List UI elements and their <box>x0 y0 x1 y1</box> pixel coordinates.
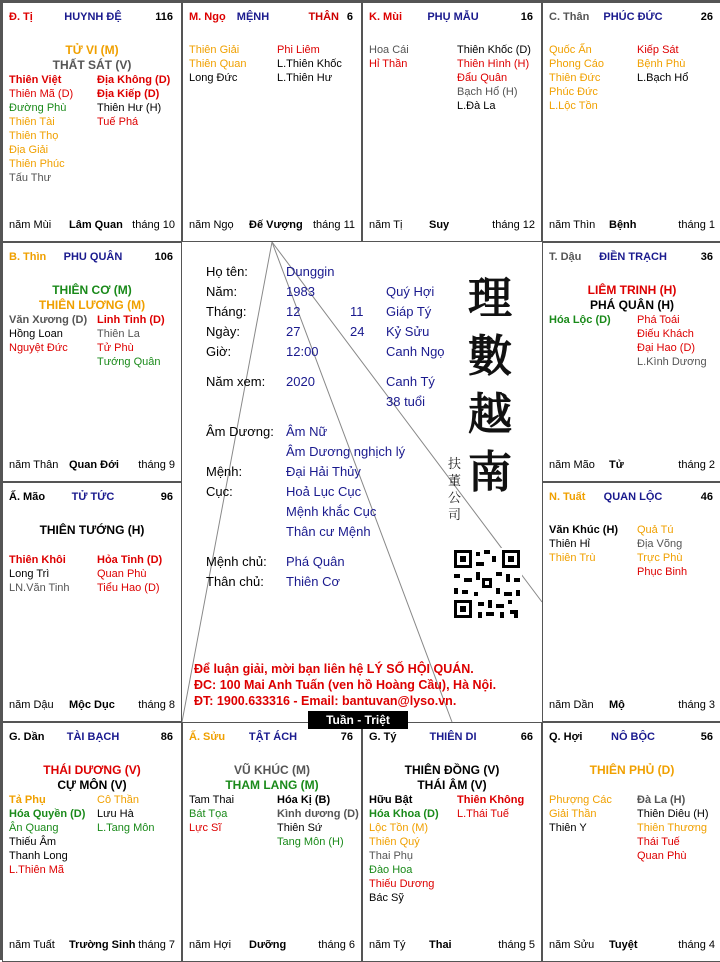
minor-star: Thiên Hư (H) <box>97 102 162 114</box>
minor-stars-right <box>457 43 545 113</box>
minor-star: Thiên Trù <box>549 552 596 564</box>
palace-year: năm Sửu <box>549 939 595 951</box>
minor-star: Thiếu Dương <box>369 878 435 890</box>
minor-stars-right <box>97 553 185 595</box>
minor-stars-right <box>277 793 365 849</box>
minor-star: Lưu Hà <box>97 808 134 820</box>
palace-phase: Quan Đới <box>69 459 119 471</box>
palace-footer <box>9 699 175 713</box>
palace-header <box>549 491 717 505</box>
palace-name: TẬT ÁCH <box>248 731 298 743</box>
minor-star: Bát Tọa <box>189 808 228 820</box>
minor-star: Thiên Phúc <box>9 158 65 170</box>
minor-star: Kiếp Sát <box>637 44 679 56</box>
palace-branch: G. Dần <box>9 731 45 743</box>
main-star: THIÊN TƯỚNG (H) <box>39 523 145 537</box>
minor-star: Đại Hao (D) <box>637 342 696 354</box>
value-hour: 12:00 <box>286 344 319 359</box>
palace-age: 36 <box>700 251 713 263</box>
palace-than <box>542 2 720 242</box>
minor-star: Tuế Phá <box>97 116 139 128</box>
label-year: Năm: <box>206 284 238 299</box>
palace-branch: C. Thân <box>549 11 590 23</box>
minor-star: Thiên Không <box>457 794 525 806</box>
palace-footer <box>9 939 175 953</box>
minor-stars-right <box>97 313 185 369</box>
label-hour: Giờ: <box>206 344 232 359</box>
calligraphy-char: 數 <box>468 331 512 382</box>
minor-star: Trực Phù <box>637 552 683 564</box>
palace-header <box>189 731 357 745</box>
palace-footer <box>549 219 715 233</box>
minor-star: Tiểu Hao (D) <box>97 582 160 594</box>
label-than-chu: Thân chủ: <box>206 574 264 589</box>
palace-branch: T. Dậu <box>549 251 582 263</box>
label-menh: Mệnh: <box>206 464 243 479</box>
main-star: THÁI DƯƠNG (V) <box>43 763 141 777</box>
palace-branch: N. Tuất <box>549 491 586 503</box>
calligraphy-char: 理 <box>468 273 512 324</box>
minor-star: Đường Phù <box>9 102 67 114</box>
minor-star: Thiên Quan <box>189 58 247 70</box>
label-month: Tháng: <box>206 304 247 319</box>
minor-star: Thiên Việt <box>9 74 62 86</box>
minor-star: Quốc Ấn <box>549 44 592 56</box>
minor-star: Địa Giải <box>9 144 49 156</box>
palace-thin <box>2 242 182 482</box>
minor-star: Hóa Quyền (D) <box>9 808 86 820</box>
minor-star: Quan Phù <box>97 568 147 580</box>
minor-star: Phượng Các <box>549 794 612 806</box>
palace-name: TÀI BẠCH <box>66 731 120 743</box>
palace-header <box>9 491 177 505</box>
minor-star: L.Thiên Mã <box>9 864 65 876</box>
palace-tuat <box>542 482 720 722</box>
minor-star: Tam Thai <box>189 794 235 806</box>
palace-month: tháng 4 <box>678 939 715 951</box>
palace-year: năm Mùi <box>9 219 52 231</box>
main-star: THIÊN ĐỒNG (V) <box>404 763 500 777</box>
contact-address: ĐC: 100 Mai Anh Tuấn (ven hồ Hoàng Cầu), Hà Nội. <box>194 678 497 692</box>
palace-phase: Lâm Quan <box>69 219 123 231</box>
palace-footer <box>189 939 355 953</box>
center-info-panel <box>182 242 542 722</box>
palace-footer <box>549 459 715 473</box>
value-year-can: Quý Hợi <box>386 284 435 299</box>
palace-age: 66 <box>520 731 533 743</box>
minor-stars-left <box>369 43 457 71</box>
main-stars <box>3 283 181 313</box>
palace-name: PHÚC ĐỨC <box>603 11 663 23</box>
minor-star: Thiên Giải <box>189 44 240 56</box>
main-star: THIÊN CƠ (M) <box>52 283 132 297</box>
label-view-year: Năm xem: <box>206 374 266 389</box>
label-cuc: Cục: <box>206 484 233 499</box>
minor-star: Đẩu Quân <box>457 72 508 84</box>
minor-star: Thiên Hình (H) <box>457 58 530 70</box>
palace-phase: Tuyệt <box>609 939 638 951</box>
minor-star: Giải Thần <box>549 808 597 820</box>
palace-name: NÔ BỘC <box>611 731 655 743</box>
palace-month: tháng 6 <box>318 939 355 951</box>
palace-name: PHỤ MẪU <box>427 11 479 23</box>
minor-star: Nguyệt Đức <box>9 342 68 354</box>
minor-star: Đào Hoa <box>369 864 413 876</box>
value-day: 27 <box>286 324 301 339</box>
palace-month: tháng 12 <box>492 219 535 231</box>
palace-age: 26 <box>700 11 713 23</box>
palace-dan <box>2 722 182 962</box>
minor-star: Quả Tú <box>637 524 674 536</box>
minor-star: Thái Tuế <box>637 836 680 848</box>
minor-star: Ân Quang <box>9 822 59 834</box>
value-am-duong-2: Âm Dương nghịch lý <box>286 444 406 459</box>
minor-star: Hồng Loan <box>9 328 63 340</box>
palace-phase: Suy <box>429 219 450 231</box>
palace-age: 86 <box>160 731 173 743</box>
minor-star: Hoa Cái <box>369 44 409 56</box>
minor-star: Phục Binh <box>637 566 688 578</box>
palace-branch: Ấ. Mão <box>9 491 46 503</box>
minor-star: Cô Thần <box>97 794 139 806</box>
value-cuc-2: Mệnh khắc Cục <box>286 504 377 519</box>
palace-name: ĐIỀN TRẠCH <box>599 251 667 263</box>
minor-star: Hóa Lộc (D) <box>549 314 611 326</box>
minor-stars-right <box>637 793 720 863</box>
palace-age: 46 <box>700 491 713 503</box>
main-star: VŨ KHÚC (M) <box>234 763 310 777</box>
main-stars <box>3 523 181 538</box>
minor-star: Thiếu Âm <box>9 836 57 848</box>
palace-ty <box>362 722 542 962</box>
minor-star: Địa Kiếp (D) <box>97 88 160 100</box>
palace-branch: K. Mùi <box>369 11 402 23</box>
minor-star: Bạch Hổ (H) <box>457 86 518 98</box>
value-hour-can: Canh Ngọ <box>386 344 445 359</box>
minor-star: Bệnh Phù <box>637 58 686 70</box>
minor-stars-left <box>189 43 277 85</box>
palace-age: 6 <box>346 11 353 23</box>
minor-stars-left <box>549 793 637 835</box>
palace-year: năm Dần <box>549 699 594 711</box>
palace-age: 56 <box>700 731 713 743</box>
minor-stars-right <box>97 73 185 129</box>
calligraphy-char: 越 <box>468 389 512 440</box>
palace-phase: Đế Vượng <box>249 219 303 231</box>
minor-star: Bác Sỹ <box>369 892 404 904</box>
palace-dau <box>542 242 720 482</box>
palace-year: năm Hợi <box>189 939 232 951</box>
palace-year: năm Mão <box>549 459 595 471</box>
value-year: 1983 <box>286 284 315 299</box>
palace-suu <box>182 722 362 962</box>
minor-star: L.Tang Môn <box>97 822 155 834</box>
minor-star: Lộc Tồn (M) <box>369 822 429 834</box>
value-month-can: Giáp Tý <box>386 304 432 319</box>
main-stars <box>3 43 181 73</box>
label-name: Họ tên: <box>206 264 248 279</box>
minor-star: Long Đức <box>189 72 238 84</box>
palace-age: 76 <box>340 731 353 743</box>
main-star: TỬ VI (M) <box>65 43 119 57</box>
contact-phone-email: ĐT: 1900.633316 - Email: bantuvan@lyso.vn. <box>194 694 457 708</box>
palace-age: 96 <box>160 491 173 503</box>
palace-month: tháng 7 <box>138 939 175 951</box>
minor-star: Hỏa Tinh (D) <box>97 554 163 566</box>
palace-header <box>9 251 177 265</box>
minor-star: Hóa Kị (B) <box>277 794 331 806</box>
palace-phase: Thai <box>429 939 452 951</box>
palace-header <box>369 731 537 745</box>
minor-star: Thanh Long <box>9 850 68 862</box>
minor-star: L.Kình Dương <box>637 356 707 368</box>
minor-stars-right <box>637 313 720 369</box>
minor-star: Địa Không (D) <box>97 74 171 86</box>
minor-star: Long Trì <box>9 568 50 580</box>
palace-mao <box>2 482 182 722</box>
main-stars <box>363 763 541 793</box>
palace-month: tháng 9 <box>138 459 175 471</box>
minor-stars-left <box>189 793 277 835</box>
seal-stamp: 扶董公司 <box>448 457 462 523</box>
minor-star: Lực Sĩ <box>189 822 222 834</box>
minor-star: Văn Khúc (H) <box>549 524 619 536</box>
value-view-year-can: Canh Tý <box>386 374 435 389</box>
value-age: 38 tuổi <box>386 394 426 409</box>
palace-branch: Đ. Tị <box>9 11 33 23</box>
minor-star: Hỉ Thần <box>369 58 408 70</box>
than-label: THÂN <box>308 11 339 23</box>
minor-stars-right <box>277 43 365 85</box>
minor-star: Thiên Y <box>549 822 587 834</box>
palace-year: năm Tị <box>369 219 403 231</box>
minor-stars-right <box>637 43 720 85</box>
palace-year: năm Thìn <box>549 219 596 231</box>
palace-year: năm Dậu <box>9 699 54 711</box>
value-than-chu: Thiên Cơ <box>286 574 341 589</box>
palace-branch: Ấ. Sửu <box>189 731 226 743</box>
minor-star: Linh Tinh (D) <box>97 314 165 326</box>
main-star: THIÊN PHỦ (D) <box>589 763 675 777</box>
label-day: Ngày: <box>206 324 240 339</box>
palace-year: năm Thân <box>9 459 59 471</box>
palace-year: năm Tý <box>369 939 406 951</box>
main-star: THẤT SÁT (V) <box>52 58 132 72</box>
tuan-triet-badge: Tuần - Triệt <box>308 711 408 729</box>
minor-star: L.Thái Tuế <box>457 808 509 820</box>
minor-stars-left <box>369 793 457 905</box>
palace-branch: G. Tý <box>369 731 397 743</box>
palace-month: tháng 5 <box>498 939 535 951</box>
minor-star: Thiên Tài <box>9 116 55 128</box>
minor-star: Tang Môn (H) <box>277 836 344 848</box>
minor-star: Tử Phù <box>97 342 134 354</box>
minor-star: Điếu Khách <box>637 328 694 340</box>
palace-header <box>549 11 717 25</box>
palace-footer <box>549 939 715 953</box>
palace-phase: Dưỡng <box>249 939 287 951</box>
minor-star: Thiên Thọ <box>9 130 59 142</box>
minor-star: Thiên Đức <box>549 72 601 84</box>
palace-name: PHU QUÂN <box>63 251 123 263</box>
main-stars <box>543 763 720 778</box>
minor-star: L.Lộc Tồn <box>549 100 598 112</box>
palace-month: tháng 1 <box>678 219 715 231</box>
palace-name: MỆNH <box>236 11 270 23</box>
palace-footer <box>9 459 175 473</box>
palace-month: tháng 8 <box>138 699 175 711</box>
palace-header <box>9 731 177 745</box>
minor-star: Hữu Bật <box>369 794 413 806</box>
value-menh-chu: Phá Quân <box>286 554 345 569</box>
palace-header <box>189 11 357 25</box>
minor-star: LN.Văn Tinh <box>9 582 70 594</box>
value-am-duong: Âm Nữ <box>286 424 328 439</box>
minor-star: Quan Phù <box>637 850 687 862</box>
minor-star: Thiên La <box>97 328 140 340</box>
main-star: PHÁ QUÂN (H) <box>590 298 674 312</box>
palace-name: QUAN LỘC <box>603 491 663 503</box>
minor-star: Tướng Quân <box>97 356 161 368</box>
palace-phase: Trường Sinh <box>69 939 136 951</box>
palace-mui <box>362 2 542 242</box>
main-star: LIÊM TRINH (H) <box>587 283 677 297</box>
minor-stars-left <box>9 553 97 595</box>
contact-line-1: Để luận giải, mời bạn liên hệ LÝ SỐ HỘI QUÁN. <box>194 662 474 676</box>
minor-stars-left <box>9 313 97 355</box>
minor-star: Hóa Khoa (D) <box>369 808 439 820</box>
main-star: CỰ MÔN (V) <box>57 778 127 792</box>
minor-stars-left <box>549 43 637 113</box>
minor-stars-right <box>457 793 545 821</box>
palace-header <box>549 251 717 265</box>
minor-star: Phi Liêm <box>277 44 320 56</box>
value-view-year: 2020 <box>286 374 315 389</box>
palace-name: HUYNH ĐỆ <box>64 11 122 23</box>
minor-star: Phong Cáo <box>549 58 605 70</box>
minor-stars-right <box>637 523 720 579</box>
minor-star: Thai Phụ <box>369 850 414 862</box>
main-stars <box>543 283 720 313</box>
palace-age: 106 <box>154 251 173 263</box>
minor-star: Thiên Sứ <box>277 822 323 834</box>
palace-age: 116 <box>155 11 173 23</box>
palace-month: tháng 11 <box>312 219 355 231</box>
value-day-can: Kỷ Sửu <box>386 324 430 339</box>
main-stars <box>183 763 361 793</box>
palace-year: năm Ngọ <box>189 219 234 231</box>
minor-stars-left <box>9 793 97 877</box>
palace-footer <box>9 219 175 233</box>
minor-star: Tấu Thư <box>9 172 52 184</box>
palace-footer <box>369 219 535 233</box>
minor-star: Phá Toái <box>637 314 680 326</box>
main-star: THAM LANG (M) <box>225 778 319 792</box>
minor-star: Phúc Đức <box>549 86 598 98</box>
palace-footer <box>189 219 355 233</box>
minor-star: L.Thiên Khốc <box>277 58 342 70</box>
minor-stars-left <box>9 73 97 185</box>
minor-star: Thiên Khôi <box>9 554 66 566</box>
minor-star: Địa Võng <box>637 538 683 550</box>
minor-star: Tả Phụ <box>9 794 46 806</box>
minor-star: Thiên Diêu (H) <box>637 808 709 820</box>
minor-star: L.Bạch Hổ <box>637 72 689 84</box>
palace-footer <box>549 699 715 713</box>
palace-month: tháng 10 <box>132 219 175 231</box>
palace-age: 16 <box>520 11 533 23</box>
label-menh-chu: Mệnh chủ: <box>206 554 267 569</box>
main-stars <box>3 763 181 793</box>
value-cuc: Hoả Lục Cục <box>286 484 362 499</box>
minor-star: Thiên Mã (D) <box>9 88 74 100</box>
palace-hoi <box>542 722 720 962</box>
palace-ti <box>2 2 182 242</box>
value-menh: Đại Hải Thủy <box>286 464 361 479</box>
palace-header <box>369 11 537 25</box>
minor-stars-left <box>549 523 637 565</box>
palace-header <box>549 731 717 745</box>
qr-code-icon <box>452 548 522 623</box>
minor-stars-left <box>549 313 637 327</box>
palace-ngo <box>182 2 362 242</box>
palace-phase: Tử <box>609 459 624 471</box>
minor-star: Thiên Khốc (D) <box>457 44 531 56</box>
palace-branch: Q. Hợi <box>549 731 583 743</box>
minor-star: Văn Xương (D) <box>9 314 88 326</box>
label-am-duong: Âm Dương: <box>206 424 274 439</box>
minor-star: Thiên Quý <box>369 836 420 848</box>
value-name: Dunggin <box>286 264 335 279</box>
palace-branch: M. Ngọ <box>189 11 226 23</box>
palace-branch: B. Thìn <box>9 251 47 263</box>
value-day-lunar: 24 <box>350 324 365 339</box>
palace-year: năm Tuất <box>9 939 55 951</box>
minor-star: Thiên Hỉ <box>549 538 590 550</box>
minor-star: L.Thiên Hư <box>277 72 333 84</box>
palace-phase: Bệnh <box>609 219 637 231</box>
palace-name: TỬ TỨC <box>71 491 115 503</box>
minor-star: Đà La (H) <box>637 794 686 806</box>
value-month-lunar: 11 <box>350 304 364 319</box>
main-star: THIÊN LƯƠNG (M) <box>38 298 146 312</box>
calligraphy-char: 南 <box>468 447 512 498</box>
palace-phase: Mộc Dục <box>69 699 115 711</box>
palace-footer <box>369 939 535 953</box>
palace-name: THIÊN DI <box>429 731 477 743</box>
value-cuc-3: Thân cư Mệnh <box>286 524 371 539</box>
palace-month: tháng 2 <box>678 459 715 471</box>
minor-star: L.Đà La <box>457 100 496 112</box>
minor-stars-right <box>97 793 185 835</box>
palace-phase: Mộ <box>609 699 625 711</box>
minor-star: Thiên Thương <box>637 822 708 834</box>
minor-star: Kình dương (D) <box>277 808 359 820</box>
main-star: THÁI ÂM (V) <box>417 778 487 792</box>
value-month: 12 <box>286 304 301 319</box>
palace-month: tháng 3 <box>678 699 715 711</box>
